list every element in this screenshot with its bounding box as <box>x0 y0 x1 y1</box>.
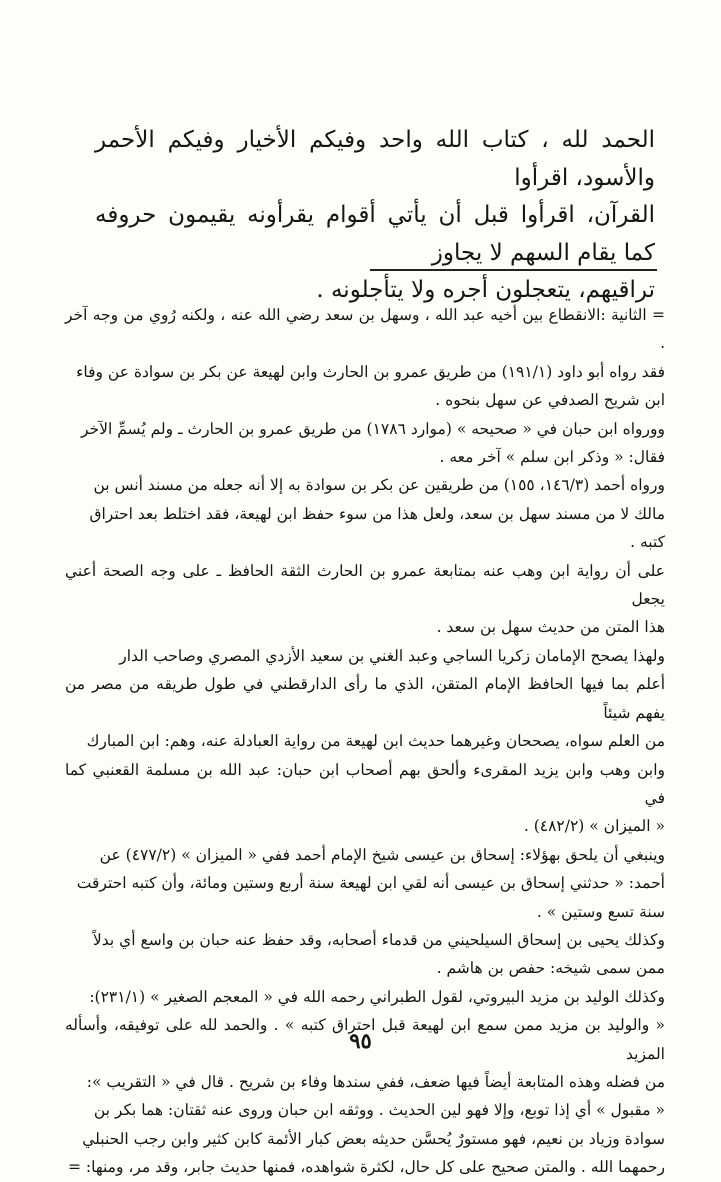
footnote-line: وكذلك الوليد بن مزيد البيروتي، لقول الطبراني رحمه الله في « المعجم الصغير » (٢٣١/١): <box>89 987 665 1006</box>
footnote-line: وابن وهب وابن يزيد المقرىء وألحق بهم أصحاب ابن حبان: عبد الله بن مسلمة القعنبي كما في <box>65 760 665 807</box>
footnote-line: ورواه أحمد (١٤٦/٣، ١٥٥) من طريقين عن بكر بن سوادة به إلا أنه جعله من مسند أنس بن <box>93 476 665 495</box>
footnote-line: ولهذا يصحح الإمامان زكريا الساجي وعبد الغني بن سعيد الأزدي المصري وصاحب الدار <box>119 646 665 665</box>
footnote-line: مالك لا من مسند سهل بن سعد، ولعل هذا من سوء حفظ ابن لهيعة، فقد اختلط بعد احتراق <box>89 504 665 523</box>
footnote-line: سنة تسع وستين » . <box>536 902 665 921</box>
footnote-line: « مقبول » أي إذا توبع، وإلا فهو لين الحديث . ووثقه ابن حبان وروى عنه ثقتان: هما بكر بن <box>93 1101 665 1120</box>
footnote-line: أعلم بما فيها الحافظ الإمام المتقن، الذي ما رأى الدارقطني في طول طريقه من مصر من يفهم شيئاً <box>65 675 665 722</box>
main-text-line: القرآن، اقرأوا قبل أن يأتي أقوام يقرأونه يقيمون حروفه كما يقام السهم لا يجاوز <box>95 202 655 266</box>
footnote-line: هذا المتن من حديث سهل بن سعد . <box>436 618 665 637</box>
footnote-line: « الميزان » (٤٨٢/٢) . <box>523 817 665 836</box>
footnote-line: = الثانية :الانقطاع بين أخيه عبد الله ، وسهل بن سعد رضي الله عنه ، ولكنه رُوي من وجه آخر . <box>65 306 665 353</box>
footnote-line: فقد رواه أبو داود (١٩١/١) من طريق عمرو بن الحارث وابن لهيعة عن بكر بن سوادة عن وفاء <box>76 362 665 381</box>
main-text-line: الحمد لله ، كتاب الله واحد وفيكم الأخيار وفيكم الأحمر والأسود، اقرأوا <box>95 127 655 191</box>
footnote-line: رحمهما الله . والمتن صحيح على كل حال، لكثرة شواهده، فمنها حديث جابر، وقد مر، ومنها: = <box>67 1158 665 1177</box>
footnote-line: فقال: « وذكر ابن سلم » آخر معه . <box>439 448 665 467</box>
main-text-line: تراقيهم، يتعجلون أجره ولا يتأجلونه . <box>316 277 655 303</box>
footnote-line: على أن رواية ابن وهب عنه بمتابعة عمرو بن الحارث الثقة الحافظ ـ على وجه الصحة أعني يجعل <box>65 561 665 609</box>
footnote-line: أحمد: « حدثني إسحاق بن عيسى أنه لقي ابن لهيعة سنة أربع وستين ومائة، وأن كتبه احترقت <box>76 874 665 893</box>
footnote-line: سوادة وزياد بن نعيم، فهو مستورٌ يُحسَّن حديثه بعض كبار الأئمة كابن كثير وابن رجب الحنبلي <box>82 1129 665 1148</box>
footnote-line: من فضله وهذه المتابعة أيضاً فيها ضعف، ففي سندها وفاء بن شريح . قال في « التقريب »: <box>86 1072 665 1091</box>
footnote-line: وينبغي أن يلحق بهؤلاء: إسحاق بن عيسى شيخ الإمام أحمد ففي « الميزان » (٤٧٧/٢) عن <box>99 845 665 864</box>
footnote-line: وورواه ابن حبان في « صحيحه » (موارد ١٧٨٦) من طريق عمرو بن الحارث ـ ولم يُسمِّ الآخر <box>80 419 665 438</box>
footnote-separator <box>370 269 657 271</box>
footnote-line: من العلم سواه، يصححان وغيرهما حديث ابن لهيعة من رواية العبادلة عنه، وهم: ابن المبارك <box>86 732 665 751</box>
main-text <box>95 122 655 310</box>
footnote-line: وكذلك يحيى بن إسحاق السيلحيني من قدماء أصحابه، وقد حفظ عنه حبان بن واسع أي بدلاً <box>92 930 665 949</box>
footnote-line: كتبه . <box>630 533 665 552</box>
footnote-line: « والوليد بن مزيد ممن سمع ابن لهيعة قبل احتراق كتبه » . والحمد لله على توفيقه، وأسأله المزيد <box>65 1016 665 1063</box>
page-number: ٩٥ <box>349 1028 372 1053</box>
footnote-line: ممن سمى شيخه: حفص بن هاشم . <box>436 959 665 978</box>
footnote-line: ابن شريح الصدفي عن سهل بنحوه . <box>435 391 665 410</box>
